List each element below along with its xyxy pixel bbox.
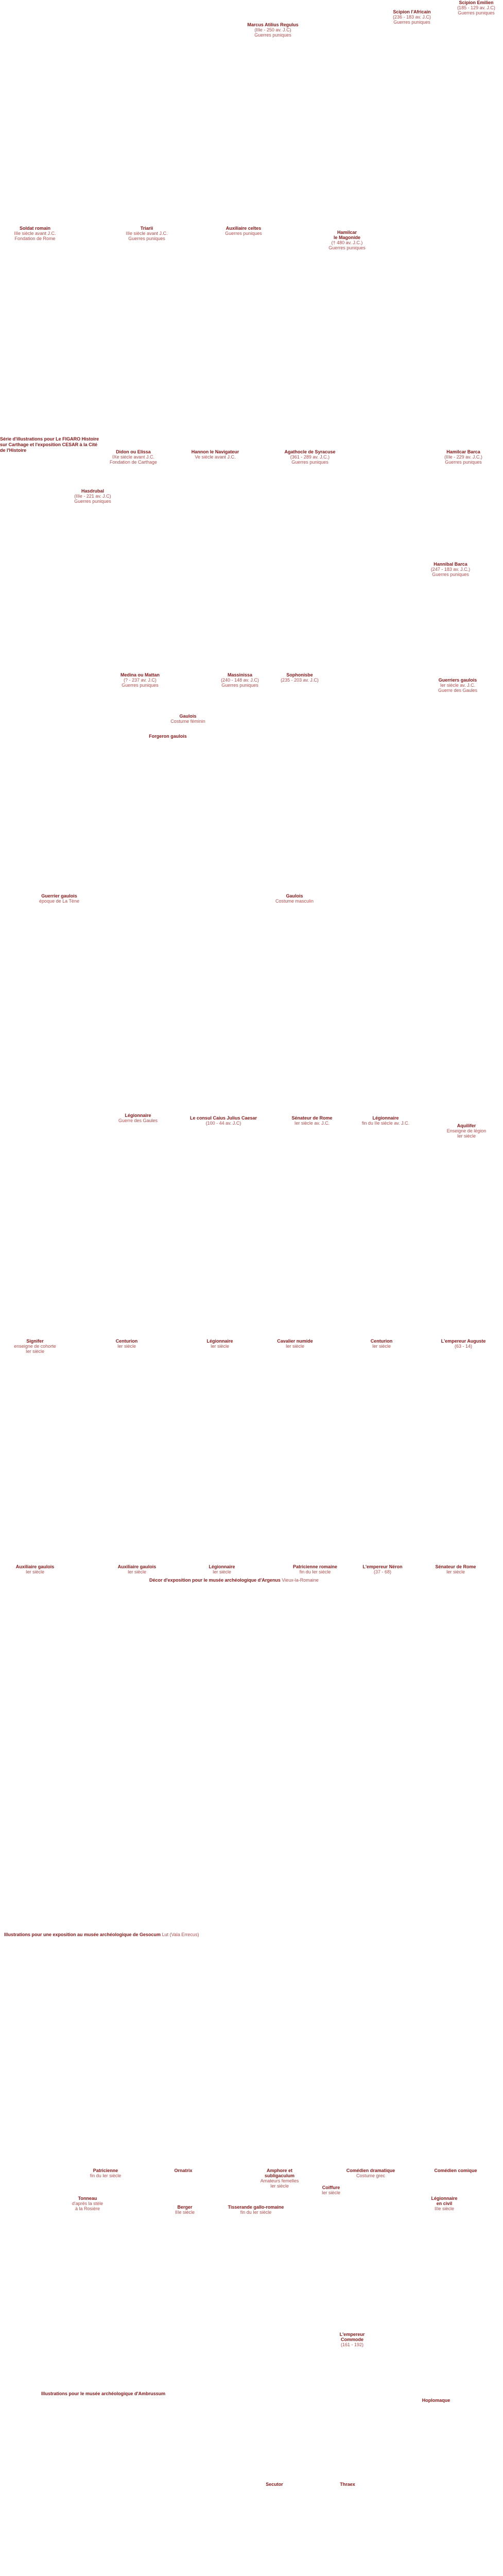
caption-item[interactable]: Thraex: [340, 2482, 355, 2487]
caption-item[interactable]: Forgeron gaulois: [149, 734, 187, 739]
caption-item[interactable]: Hasdrubal (IIIe - 221 av. J.C) Guerres puniques: [74, 488, 111, 504]
caption-item[interactable]: Medina ou Mattan (? - 237 av. J.C) Guerres puniques: [120, 672, 160, 688]
caption-item[interactable]: Centurion Ier siècle: [370, 1338, 393, 1349]
caption-item[interactable]: L'empereur Néron (37 - 68): [362, 1564, 403, 1574]
section-title-ambrussum: [41, 2391, 165, 2397]
caption-item[interactable]: Signifer enseigne de cohorte Ier siècle: [14, 1338, 56, 1354]
caption-item[interactable]: L'empereur Auguste (63 - 14): [441, 1338, 486, 1349]
caption-item[interactable]: Gaulois Costume masculin: [275, 893, 314, 904]
caption-item[interactable]: Comédien comique: [434, 2168, 477, 2173]
caption-item[interactable]: Aquilifer Enseigne de légion Ier siècle: [446, 1123, 487, 1139]
caption-item[interactable]: Légionnaire Ier siècle: [209, 1564, 235, 1574]
caption-item[interactable]: Ornatrix: [174, 2168, 193, 2173]
caption-item[interactable]: Soldat romain IIIe siècle avant J.C. Fondation de Rome: [14, 226, 56, 241]
section-title-text: Illustrations pour le musée archéologique d'Ambrussum: [41, 2391, 166, 2396]
section-place-text: Lut (Vala Errecus): [162, 1932, 199, 1937]
caption-item[interactable]: Sénateur de Rome Ier siècle: [435, 1564, 476, 1574]
section-place-text: Vieux-la-Romaine: [282, 1578, 319, 1583]
section-title-text: Décor d'exposition pour le musée archéologique d'Argenus: [149, 1578, 281, 1583]
caption-item[interactable]: Centurion Ier siècle: [115, 1338, 138, 1349]
caption-item[interactable]: L'empereur Commode (161 - 192): [339, 2332, 365, 2347]
caption-item[interactable]: Marcus Atilius Regulus (IIIe - 250 av. J.C) Guerres puniques: [247, 22, 299, 38]
caption-item[interactable]: Triarii IIIe siècle avant J.C. Guerres puniques: [126, 226, 168, 241]
caption-item[interactable]: Hoplomaque: [422, 2398, 450, 2403]
caption-item[interactable]: Auxiliaire gaulois Ier siècle: [15, 1564, 55, 1574]
caption-item[interactable]: Le consul Caius Julius Caesar (100 - 44 av. J.C): [189, 1115, 257, 1126]
caption-item[interactable]: Guerrier gaulois époque de La Tène: [39, 893, 79, 904]
caption-item[interactable]: Légionnaire Ier siècle: [206, 1338, 233, 1349]
caption-item[interactable]: Amphore et subligaculum Amateurs femelles Ier siècle: [260, 2168, 299, 2189]
caption-item[interactable]: Tonneau d'après la stèle à la Rosière: [72, 2196, 103, 2211]
caption-item[interactable]: Hamilcar Barca (IIIe - 229 av. J.C.) Guerres puniques: [444, 449, 482, 465]
caption-item[interactable]: Scipion Emilien (185 - 129 av. J.C) Guerres puniques: [457, 0, 495, 15]
caption-item[interactable]: Berger IIIe siècle: [175, 2205, 195, 2215]
caption-item[interactable]: Cavalier numide Ier siècle: [277, 1338, 313, 1349]
caption-item[interactable]: Hannon le Navigateur Ve siècle avant J.C.: [191, 449, 239, 460]
caption-item[interactable]: Sophonisbe (235 - 203 av. J.C): [281, 672, 319, 683]
caption-item[interactable]: Coiffure Ier siècle: [321, 2185, 341, 2195]
caption-item[interactable]: Massinissa (240 - 148 av. J.C) Guerres puniques: [221, 672, 259, 688]
caption-item[interactable]: Légionnaire Guerre des Gaules: [118, 1113, 158, 1123]
caption-item[interactable]: Hamilcar le Magonide († 480 av. J.C.) Guerres puniques: [328, 230, 366, 250]
caption-item[interactable]: Comédien dramatique Costume grec: [346, 2168, 395, 2178]
caption-item[interactable]: Sénateur de Rome Ier siècle av. J.C.: [291, 1115, 333, 1126]
caption-item[interactable]: Légionnaire en civil IIIe siècle: [431, 2196, 458, 2211]
caption-item[interactable]: Tisserande gallo-romaine fin du Ier siècle: [228, 2205, 284, 2215]
section-title-text: Illustrations pour une exposition au musée archéologique de Gesocum: [4, 1932, 161, 1937]
caption-item[interactable]: Secutor: [266, 2482, 283, 2487]
caption-item[interactable]: Agathocle de Syracuse (361 - 289 av. J.C.) Guerres puniques: [284, 449, 336, 465]
caption-item[interactable]: Hannibal Barca (247 - 183 av. J.C.) Guerres puniques: [430, 562, 471, 577]
caption-item[interactable]: Auxiliaire gaulois Ier siècle: [117, 1564, 157, 1574]
section-title-gesocum: [4, 1932, 199, 1938]
caption-item[interactable]: Scipion l'Africain (236 - 183 av. J.C) Guerres puniques: [393, 9, 431, 25]
caption-item[interactable]: Gaulois Costume féminin: [170, 714, 205, 724]
caption-item[interactable]: Patricienne fin du Ier siècle: [90, 2168, 122, 2178]
caption-item[interactable]: Auxiliaire celtes Guerres puniques: [225, 226, 262, 236]
caption-item[interactable]: Patricienne romaine fin du Ier siècle: [292, 1564, 338, 1574]
section-title-figaro-carthage: Série d'illustrations pour Le FIGARO Histoire sur Carthage et l'exposition CESAR à la Cité de l'Histoire: [0, 436, 99, 453]
section-title-argenus-1: [149, 1578, 319, 1583]
caption-item[interactable]: Légionnaire fin du IIe siècle av. J.C.: [361, 1115, 410, 1126]
caption-item[interactable]: Didon ou Elissa IXe siècle avant J.C. Fondation de Carthage: [109, 449, 158, 465]
caption-item[interactable]: Guerriers gaulois Ier siècle av. J.C. Guerre des Gaules: [438, 677, 478, 693]
